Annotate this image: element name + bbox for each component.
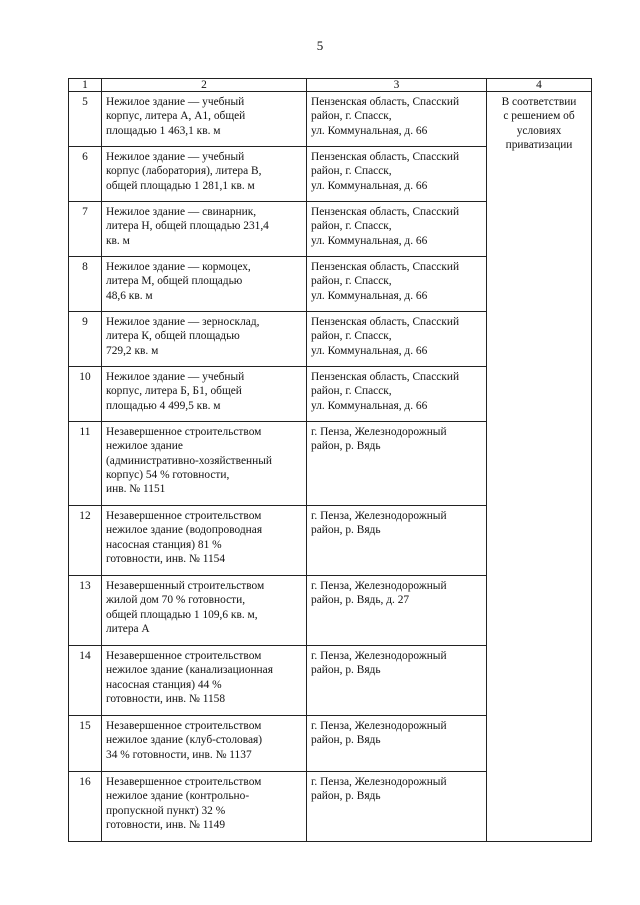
description-line: литера К, общей площадью [106, 330, 240, 343]
row-number: 14 [69, 646, 102, 716]
property-address [307, 312, 487, 367]
address-line: район, р. Вядь [311, 790, 381, 803]
description-line: Нежилое здание — учебный [106, 96, 245, 108]
address-line: Пензенская область, Спасский [311, 371, 460, 383]
property-description [102, 576, 307, 646]
address-line: ул. Коммунальная, д. 66 [311, 344, 428, 357]
property-description [102, 257, 307, 312]
address-line: г. Пенза, Железнодорожный [311, 720, 447, 732]
description-line: нежилое здание (контрольно- [106, 790, 250, 803]
address-line: район, р. Вядь, д. 27 [311, 594, 410, 607]
row-number: 10 [69, 367, 102, 422]
condition-line: с решением об [503, 110, 575, 123]
description-line: 729,2 кв. м [106, 344, 159, 357]
description-line: Нежилое здание — учебный [106, 371, 245, 383]
property-description [102, 646, 307, 716]
description-line: инв. № 1151 [106, 483, 166, 496]
address-line: ул. Коммунальная, д. 66 [311, 234, 428, 247]
property-address [307, 506, 487, 576]
description-line: площадью 1 463,1 кв. м [106, 124, 221, 137]
address-line: г. Пенза, Железнодорожный [311, 426, 447, 438]
property-description [102, 422, 307, 506]
property-description [102, 772, 307, 842]
condition-line: условиях [516, 124, 562, 137]
description-line: Нежилое здание — учебный [106, 151, 245, 163]
address-line: Пензенская область, Спасский [311, 206, 460, 218]
row-number: 12 [69, 506, 102, 576]
description-line: площадью 4 499,5 кв. м [106, 399, 221, 412]
description-line: Нежилое здание — свинарник, [106, 206, 257, 218]
description-line: литера Н, общей площадью 231,4 [106, 220, 269, 233]
description-line: Незавершенное строительством [106, 510, 262, 522]
row-number: 6 [69, 147, 102, 202]
description-line: Незавершенное строительством [106, 426, 262, 438]
condition-line: В соответствии [501, 96, 577, 108]
address-line: Пензенская область, Спасский [311, 96, 460, 108]
column-header: 1 [69, 79, 102, 92]
row-number: 5 [69, 92, 102, 147]
property-address [307, 772, 487, 842]
address-line: г. Пенза, Железнодорожный [311, 510, 447, 522]
property-address [307, 202, 487, 257]
description-line: насосная станция) 44 % [106, 678, 222, 691]
description-line: 34 % готовности, инв. № 1137 [106, 748, 252, 761]
property-description [102, 367, 307, 422]
description-line: нежилое здание (водопроводная [106, 524, 263, 537]
address-line: район, г. Спасск, [311, 275, 392, 288]
description-line: насосная станция) 81 % [106, 538, 222, 551]
description-line: готовности, инв. № 1154 [106, 552, 226, 565]
row-number: 13 [69, 576, 102, 646]
address-line: г. Пенза, Железнодорожный [311, 776, 447, 788]
description-line: нежилое здание (клуб-столовая) [106, 734, 263, 747]
description-line: готовности, инв. № 1149 [106, 818, 226, 831]
address-line: район, г. Спасск, [311, 330, 392, 343]
property-description [102, 92, 307, 147]
description-line: литера А [106, 622, 150, 635]
description-line: Незавершенное строительством [106, 720, 262, 732]
page-number: 5 [316, 38, 324, 53]
address-line: район, г. Спасск, [311, 220, 392, 233]
description-line: нежилое здание [106, 440, 183, 453]
column-header: 3 [307, 79, 487, 92]
address-line: район, г. Спасск, [311, 110, 392, 123]
description-line: Незавершенный строительством [106, 580, 265, 592]
description-line: нежилое здание (канализационная [106, 664, 273, 677]
property-address [307, 257, 487, 312]
property-address [307, 646, 487, 716]
property-description [102, 312, 307, 367]
address-line: район, р. Вядь [311, 664, 381, 677]
address-line: ул. Коммунальная, д. 66 [311, 179, 428, 192]
property-address [307, 92, 487, 147]
property-address [307, 716, 487, 772]
row-number: 8 [69, 257, 102, 312]
description-line: корпус, литера А, А1, общей [106, 110, 246, 123]
description-line: корпус (лаборатория), литера В, [106, 165, 262, 178]
property-address [307, 422, 487, 506]
property-address [307, 576, 487, 646]
address-line: район, г. Спасск, [311, 385, 392, 398]
description-line: Незавершенное строительством [106, 650, 262, 662]
description-line: кв. м [106, 234, 130, 247]
row-number: 9 [69, 312, 102, 367]
description-line: 48,6 кв. м [106, 289, 153, 302]
property-description [102, 147, 307, 202]
address-line: г. Пенза, Железнодорожный [311, 650, 447, 662]
description-line: корпус, литера Б, Б1, общей [106, 385, 242, 398]
address-line: ул. Коммунальная, д. 66 [311, 124, 428, 137]
address-line: район, р. Вядь [311, 734, 381, 747]
table-body [69, 92, 592, 842]
column-header: 4 [487, 79, 592, 92]
address-line: г. Пенза, Железнодорожный [311, 580, 447, 592]
privatization-condition [487, 92, 592, 842]
description-line: Незавершенное строительством [106, 776, 262, 788]
description-line: корпус) 54 % готовности, [106, 468, 230, 481]
description-line: общей площадью 1 281,1 кв. м [106, 179, 255, 192]
address-line: район, р. Вядь [311, 440, 381, 453]
property-address [307, 367, 487, 422]
description-line: Нежилое здание — зерносклад, [106, 316, 260, 328]
address-line: район, р. Вядь [311, 524, 381, 537]
property-description [102, 202, 307, 257]
description-line: готовности, инв. № 1158 [106, 692, 226, 705]
address-line: Пензенская область, Спасский [311, 151, 460, 163]
property-table [68, 78, 592, 842]
description-line: жилой дом 70 % готовности, [106, 594, 246, 607]
description-line: общей площадью 1 109,6 кв. м, [106, 608, 258, 621]
property-description [102, 716, 307, 772]
row-number: 7 [69, 202, 102, 257]
property-address [307, 147, 487, 202]
column-header: 2 [102, 79, 307, 92]
condition-line: приватизации [505, 138, 573, 151]
row-number: 15 [69, 716, 102, 772]
header-row [69, 79, 592, 92]
table-row [69, 92, 592, 147]
description-line: пропускной пункт) 32 % [106, 804, 226, 817]
description-line: (административно-хозяйственный [106, 454, 272, 467]
address-line: ул. Коммунальная, д. 66 [311, 289, 428, 302]
address-line: Пензенская область, Спасский [311, 316, 460, 328]
property-description [102, 506, 307, 576]
address-line: Пензенская область, Спасский [311, 261, 460, 273]
row-number: 11 [69, 422, 102, 506]
address-line: ул. Коммунальная, д. 66 [311, 399, 428, 412]
row-number: 16 [69, 772, 102, 842]
description-line: литера М, общей площадью [106, 275, 243, 288]
description-line: Нежилое здание — кормоцех, [106, 261, 251, 273]
address-line: район, г. Спасск, [311, 165, 392, 178]
